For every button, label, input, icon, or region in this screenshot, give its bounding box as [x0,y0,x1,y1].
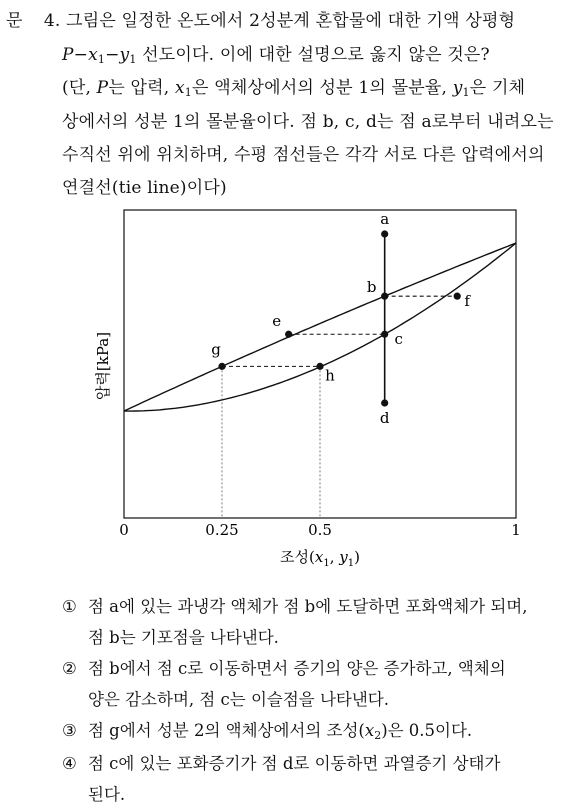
choice-4-text-1: 점 c에 있는 포화증기가 점 d로 이동하면 과열증기 상태가 [88,754,501,773]
point-label-d: d [379,409,390,427]
choice-3-number: ③ [62,721,77,740]
question-line-3 [62,73,525,99]
question-text-2: 선도이다. 이에 대한 설명으로 옳지 않은 것은? [136,45,490,65]
bubble-point-curve [124,243,516,411]
choice-1-text-1: 점 a에 있는 과냉각 액체가 점 b에 도달하면 포화액체가 되며, [88,597,528,616]
point-e [285,331,292,338]
point-g [218,363,225,370]
symbol-y1: y [452,78,463,98]
question-text-3c: 은 액체상에서의 성분 1의 몰분율, [192,78,453,98]
choice-2-text-1: 점 b에서 점 c로 이동하면서 증기의 양은 증가하고, 액체의 [88,659,506,678]
symbol-x1: x [175,78,185,98]
choice-3-symbol-sub: 2 [374,729,382,742]
question-line-4: 상에서의 성분 1의 몰분율이다. 점 b, c, d는 점 a로부터 내려오는 [62,112,554,132]
tick-labels-group [119,521,521,539]
choice-1-line-1[interactable] [62,593,527,617]
symbol-x1-sub: 1 [184,86,192,99]
x-tick-label: 0.5 [308,521,332,539]
point-label-h: h [325,366,335,385]
symbol-p: P [62,45,74,65]
tie-lines-group [222,296,457,366]
question-line-6: 연결선(tie line)이다) [62,178,227,198]
question-number: 4. [43,11,61,31]
symbol-x-sub: 1 [97,53,106,66]
dew-point-curve [124,243,516,411]
question-text-3d: 은 기체 [469,78,526,98]
choice-1-number: ① [62,597,77,616]
question-line-1 [6,6,515,31]
x-tick-label: 0 [119,521,129,539]
curves-group [124,234,516,411]
point-label-c: c [394,330,403,349]
point-label-f: f [464,292,470,311]
x-axis-label-text: 조성( [280,548,315,566]
point-label-b: b [366,278,377,297]
choice-3-text-pre: 점 g에서 성분 2의 액체상에서의 조성( [88,721,365,740]
symbol-x: −x [73,45,98,65]
question-prefix: 문 [6,11,23,31]
x-axis-label-close: ) [354,548,360,566]
choice-4-line-1[interactable] [62,750,500,774]
choice-2-number: ② [62,659,77,678]
x-axis-label-sep: , [329,548,340,566]
symbol-y1-sub: 1 [462,86,470,99]
x-tick-label: 1 [511,521,521,539]
symbol-y-sub: 1 [129,53,137,66]
question-line-2 [62,40,490,66]
point-label-a: a [380,210,390,228]
choice-3-symbol-x: x [364,721,375,740]
point-c [381,331,388,338]
x-axis-label-x: x [314,548,324,566]
choice-1-line-2: 점 b는 기포점을 나타낸다. [88,628,279,647]
choice-4-number: ④ [62,754,77,773]
guide-lines-group [222,366,320,518]
question-text-1: 그림은 일정한 온도에서 2성분계 혼합물에 대한 기액 상평형 [66,11,516,31]
points-group [211,210,471,427]
point-b [381,293,388,300]
choice-2-line-2: 양은 감소하며, 점 c는 이슬점을 나타낸다. [88,690,389,709]
x-axis-label-y-sub: 1 [347,558,355,569]
choice-3-line-1[interactable] [62,717,472,742]
y-axis-label: 압력[kPa] [94,331,112,401]
phase-diagram [0,198,570,578]
question-line-5: 수직선 위에 위치하며, 수평 점선들은 각각 서로 다른 압력에서의 [62,145,545,165]
x-axis-label-x-sub: 1 [323,558,330,569]
x-axis-label [280,548,360,569]
point-h [316,363,323,370]
question-text-3a: (단, [62,78,97,98]
symbol-y: −y [105,45,130,65]
point-d [381,399,388,406]
choice-4-line-2: 된다. [88,785,126,804]
choice-2-line-1[interactable] [62,655,506,679]
x-tick-label: 0.25 [205,521,239,539]
x-axis-label-y: y [339,548,348,566]
choice-3-text-post: )은 0.5이다. [381,721,473,740]
point-f [454,293,461,300]
point-label-e: e [272,312,282,331]
question-text-3b: 는 압력, [108,78,175,98]
symbol-p-2: P [96,78,109,98]
point-label-g: g [211,340,221,359]
point-a [381,230,388,237]
